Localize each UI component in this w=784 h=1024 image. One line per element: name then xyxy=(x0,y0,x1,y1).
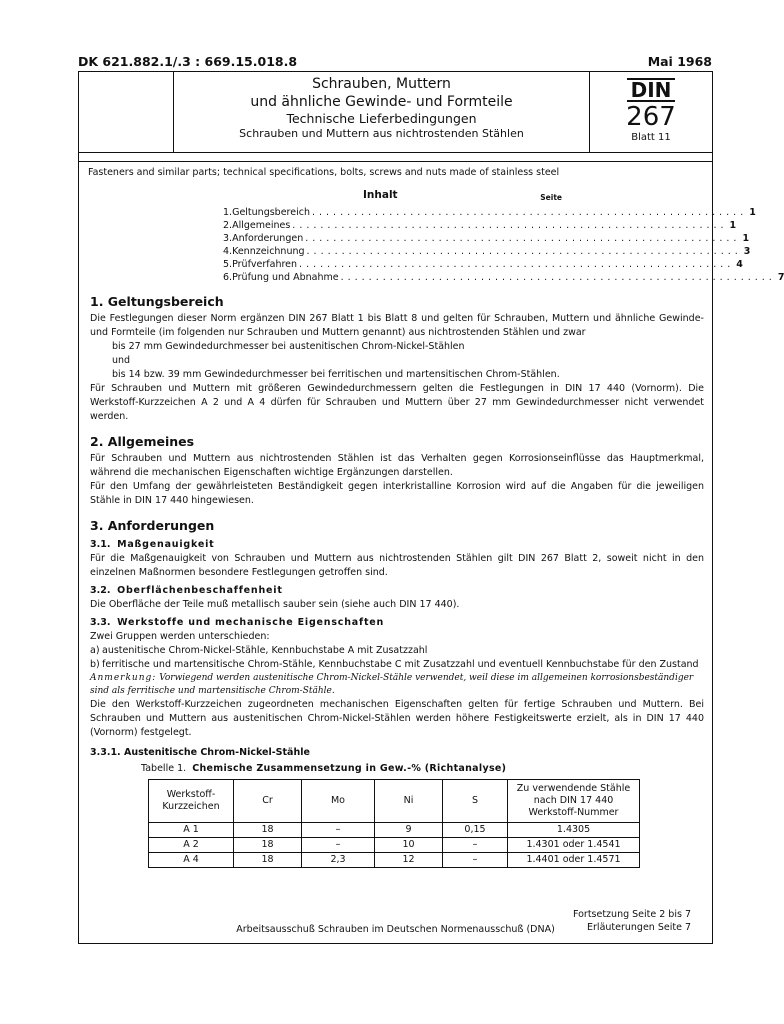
committee-footer: Arbeitsausschuß Schrauben im Deutschen Normenausschuß (DNA) xyxy=(236,924,555,935)
toc-item[interactable]: 3. Anforderungen .............................................................. 1 xyxy=(223,233,750,244)
col-header-s: S xyxy=(443,780,508,823)
paragraph: Die Oberfläche der Teile muß metallisch sauber sein (siehe auch DIN 17 440). xyxy=(90,599,460,610)
section-heading-3: 3. Anforderungen xyxy=(90,518,215,533)
title-line-3: Technische Lieferbedingungen xyxy=(286,111,477,126)
title-line-1: Schrauben, Muttern xyxy=(312,76,451,92)
document-title xyxy=(174,76,589,141)
toc-item[interactable]: 5. Prüfverfahren .............................................................. 4 xyxy=(223,259,743,270)
toc-item[interactable]: 4. Kennzeichnung .............................................................. 3 xyxy=(223,246,751,257)
col-header-kurzzeichen: Werkstoff- Kurzzeichen xyxy=(149,780,234,823)
list-item: a) austenitische Chrom-Nickel-Stähle, Kennbuchstabe A mit Zusatzzahl xyxy=(90,645,428,656)
subsubsection-heading: 3.3.1. Austenitische Chrom-Nickel-Stähle xyxy=(90,747,310,758)
toc-item[interactable]: 6. Prüfung und Abnahme .............................................................. 7 xyxy=(223,272,784,283)
subsection-heading: 3.2. Oberflächenbeschaffenheit xyxy=(90,585,283,596)
toc-item[interactable]: 2. Allgemeines .............................................................. 1 xyxy=(223,220,737,231)
din-word: DIN xyxy=(627,78,676,102)
title-line-4: Schrauben und Muttern aus nichtrostenden Stählen xyxy=(239,127,524,140)
paragraph: bis 14 bzw. 39 mm Gewindedurchmesser bei ferritischen und martensitischen Chrom-Stählen. xyxy=(112,369,560,380)
paragraph: Zwei Gruppen werden unterschieden: xyxy=(90,631,270,642)
continuation-note: Fortsetzung Seite 2 bis 7 Erläuterungen Seite 7 xyxy=(572,909,691,933)
subsection-heading: 3.3. Werkstoffe und mechanische Eigenschaften xyxy=(90,617,385,628)
col-header-ni: Ni xyxy=(375,780,443,823)
page-frame xyxy=(78,71,784,944)
english-subtitle: Fasteners and similar parts; technical specifications, bolts, screws and nuts made of stainless steel xyxy=(88,167,560,178)
divider xyxy=(79,161,712,162)
paragraph: Für den Umfang der gewährleisteten Beständigkeit gegen interkristalline Korrosion wird auf die Angaben für die jeweiligen Stähle in DIN 17 440 hingewiesen. xyxy=(90,481,704,506)
col-header-steels: Zu verwendende Stähle nach DIN 17 440 Werkstoff-Nummer xyxy=(508,780,640,823)
note: Anmerkung: Vorwiegend werden austenitische Chrom-Nickel-Stähle verwendet, weil diese im allgemeinen korrosionsbeständiger sind als ferritische und martensitische Chrom-Stähle. xyxy=(90,673,694,696)
classification-number: DK 621.882.1/.3 : 669.15.018.8 xyxy=(78,54,298,69)
din-sheet: Blatt 11 xyxy=(631,132,671,143)
composition-table xyxy=(148,779,640,868)
paragraph: Die Festlegungen dieser Norm ergänzen DIN 267 Blatt 1 bis Blatt 8 und gelten für Schrauben, Muttern und ähnliche Gewinde- und Formteile (im folgenden nur Schrauben und Muttern genannt) aus nichtrostenden Stählen und zwar xyxy=(90,313,704,338)
table-header-row xyxy=(149,780,640,823)
paragraph: Für Schrauben und Muttern aus nichtrostenden Stählen ist das Verhalten gegen Korrosionseinflüsse das Hauptmerkmal, während die mechanischen Eigenschaften wichtige Ergänzungen darstellen. xyxy=(90,453,704,478)
paragraph: Die den Werkstoff-Kurzzeichen zugeordneten mechanischen Eigenschaften gelten für fertige Schrauben und Muttern. Bei Schrauben und Muttern aus austenitischen Chrom-Nickel-Stählen werden höhere Festigkeitswerte erzielt, als in DIN 17 440 (Vornorm) festgelegt. xyxy=(90,699,704,738)
issue-date: Mai 1968 xyxy=(647,54,712,69)
toc-heading: Inhalt xyxy=(363,189,398,201)
table-of-contents xyxy=(223,188,784,284)
subsection-heading: 3.1. Maßgenauigkeit xyxy=(90,539,215,550)
din-badge xyxy=(590,72,712,144)
din-number: 267 xyxy=(626,102,676,132)
paragraph: Für die Maßgenauigkeit von Schrauben und Muttern aus nichtrostenden Stählen gilt DIN 267 Blatt 2, soweit nicht in den einzelnen Maßnormen besondere Festlegungen getroffen sind. xyxy=(90,553,704,578)
section-heading-1: 1. Geltungsbereich xyxy=(90,294,224,309)
col-header-cr: Cr xyxy=(234,780,302,823)
main-content xyxy=(88,166,784,868)
section-heading-2: 2. Allgemeines xyxy=(90,434,195,449)
toc-item[interactable]: 1. Geltungsbereich .............................................................. 1 xyxy=(223,207,756,218)
title-line-2: und ähnliche Gewinde- und Formteile xyxy=(250,94,513,110)
col-header-mo: Mo xyxy=(302,780,375,823)
table-caption: Tabelle 1. Chemische Zusammensetzung in Gew.-% (Richtanalyse) xyxy=(141,763,507,774)
paragraph: bis 27 mm Gewindedurchmesser bei austenitischen Chrom-Nickel-Stählen xyxy=(112,341,465,352)
paragraph: Für Schrauben und Muttern mit größeren Gewindedurchmessern gelten die Festlegungen in DIN 17 440 (Vornorm). Die Werkstoff-Kurzzeichen A 2 und A 4 dürfen für Schrauben und Muttern über 27 mm Gewindedurchmesser nicht verwendet werden. xyxy=(90,383,704,422)
list-item: b) ferritische und martensitische Chrom-Stähle, Kennbuchstabe C mit Zusatzzahl und eventuell Kennbuchstabe für den Zustand xyxy=(90,659,699,670)
table-row: A 2 18 – 10 – 1.4301 oder 1.4541 xyxy=(149,838,640,853)
table-row: A 4 18 2,3 12 – 1.4401 oder 1.4571 xyxy=(149,853,640,868)
paragraph: und xyxy=(112,355,131,366)
table-row: A 1 18 – 9 0,15 1.4305 xyxy=(149,823,640,838)
toc-page-heading: Seite xyxy=(540,193,562,202)
